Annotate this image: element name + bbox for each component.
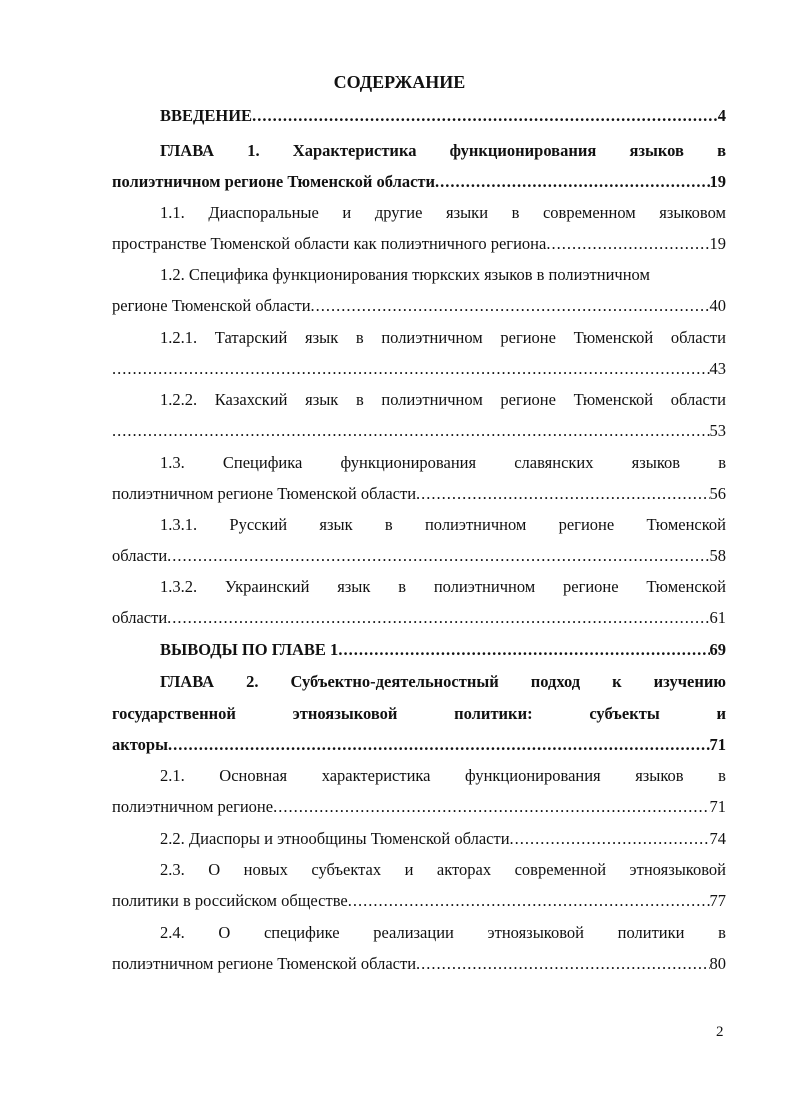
toc-page-number: 19	[709, 172, 726, 191]
word: О	[218, 923, 231, 942]
word: области	[670, 390, 726, 409]
toc-entry-1-3-cont[interactable]	[112, 483, 726, 505]
word: регионе	[500, 390, 556, 409]
word: другие	[374, 203, 423, 222]
word: этноязыковой	[487, 923, 584, 942]
word: ГЛАВА	[160, 672, 215, 691]
toc-page-number: 58	[709, 546, 726, 565]
word: области	[670, 328, 726, 347]
toc-entry-title: ВВЕДЕНИЕ	[160, 106, 253, 125]
toc-entry-title: области	[112, 546, 168, 565]
word: полиэтничном	[433, 577, 536, 596]
word: акторах	[436, 860, 492, 879]
toc-page-number: 53	[709, 421, 726, 440]
word: в	[398, 577, 407, 596]
word: Характеристика	[292, 141, 417, 160]
page-number: 2	[716, 1024, 724, 1040]
toc-entry-title: акторы	[112, 735, 168, 754]
word: Казахский	[214, 390, 288, 409]
toc-entry-1-3-1[interactable]	[160, 514, 726, 536]
toc-page-number: 71	[709, 735, 726, 754]
word: языки	[445, 203, 489, 222]
toc-entry-conclusions-1[interactable]	[160, 639, 726, 661]
toc-entry-1-1-cont[interactable]	[112, 233, 726, 255]
toc-entry-2-4-cont[interactable]	[112, 953, 726, 975]
toc-entry-2-3-cont[interactable]	[112, 890, 726, 912]
word: 1.1.	[160, 203, 185, 222]
word: Русский	[229, 515, 288, 534]
word: современной	[514, 860, 607, 879]
toc-entry-chapter-1-cont[interactable]	[112, 171, 726, 193]
word: в	[355, 390, 364, 409]
toc-entry-1-2[interactable]: 1.2. Специфика функционирования тюркских языков в полиэтничном	[160, 265, 650, 284]
word: изучению	[653, 672, 726, 691]
toc-entry-1-3-1-cont[interactable]	[112, 545, 726, 567]
dot-leader	[168, 734, 710, 756]
toc-entry-1-2-2-leader[interactable]	[112, 420, 726, 442]
word: 2.1.	[160, 766, 185, 785]
toc-entry-1-3-2[interactable]	[160, 576, 726, 598]
word: и	[342, 203, 352, 222]
word: Специфика	[222, 453, 303, 472]
toc-entry-1-3[interactable]	[160, 452, 726, 474]
dot-leader	[167, 607, 709, 629]
toc-page-number: 71	[709, 797, 726, 816]
dot-leader	[416, 953, 709, 975]
word: язык	[319, 515, 353, 534]
word: в	[717, 141, 726, 160]
word: Татарский	[214, 328, 288, 347]
word: новых	[243, 860, 288, 879]
toc-entry-1-2-1[interactable]	[160, 327, 726, 349]
toc-entry-intro[interactable]	[160, 105, 726, 127]
word: и	[716, 704, 726, 723]
word: Украинский	[224, 577, 310, 596]
toc-page-number: 43	[709, 359, 726, 378]
word: этноязыковой	[292, 704, 398, 723]
toc-entry-1-1[interactable]	[160, 202, 726, 224]
word: регионе	[558, 515, 615, 534]
word: регионе	[563, 577, 619, 596]
word: государственной	[112, 704, 236, 723]
word: современном	[542, 203, 636, 222]
dot-leader	[167, 545, 709, 567]
toc-entry-title: регионе Тюменской области	[112, 296, 311, 315]
word: функционирования	[449, 141, 597, 160]
word: 1.3.	[160, 453, 185, 472]
word: Тюменской	[646, 577, 726, 596]
word: Тюменской	[573, 390, 654, 409]
word: Диаспоральные	[208, 203, 319, 222]
word: реализации	[373, 923, 454, 942]
toc-entry-2-4[interactable]	[160, 922, 726, 944]
dot-leader	[311, 295, 710, 317]
word: языков	[631, 453, 681, 472]
word: языков	[635, 766, 684, 785]
toc-page-number: 56	[709, 484, 726, 503]
toc-entry-title: 2.2. Диаспоры и этнообщины Тюменской области	[160, 829, 510, 848]
toc-entry-1-2-2[interactable]	[160, 389, 726, 411]
word: полиэтничном	[381, 328, 483, 347]
dot-leader	[112, 358, 710, 380]
word: Тюменской	[646, 515, 726, 534]
word: функционирования	[340, 453, 477, 472]
toc-page-number: 19	[709, 234, 726, 253]
word: в	[355, 328, 364, 347]
toc-entry-1-2-1-leader[interactable]	[112, 358, 726, 380]
toc-entry-title: области	[112, 608, 168, 627]
word: полиэтничном	[424, 515, 527, 534]
dot-leader	[112, 420, 710, 442]
word: политики	[617, 923, 685, 942]
toc-entry-title: ВЫВОДЫ ПО ГЛАВЕ 1	[160, 640, 339, 659]
dot-leader	[416, 483, 709, 505]
word: язык	[305, 390, 339, 409]
toc-entry-title: полиэтничном регионе Тюменской области	[112, 172, 436, 191]
word: язык	[305, 328, 339, 347]
word: Субъектно-деятельностный	[290, 672, 499, 691]
toc-page-number: 74	[709, 829, 726, 848]
word: 1.	[247, 141, 260, 160]
dot-leader	[252, 105, 718, 127]
toc-page-number: 80	[709, 954, 726, 973]
toc-entry-2-1-cont[interactable]	[112, 796, 726, 818]
word: 1.2.1.	[160, 328, 198, 347]
word: 2.	[246, 672, 259, 691]
word: подход	[530, 672, 581, 691]
toc-page-number: 40	[709, 296, 726, 315]
dot-leader	[510, 828, 710, 850]
word: языков	[629, 141, 684, 160]
toc-entry-title: политики в российском обществе	[112, 891, 348, 910]
word: 1.3.1.	[160, 515, 198, 534]
word: в	[511, 203, 520, 222]
word: полиэтничном	[381, 390, 483, 409]
word: этноязыковой	[629, 860, 726, 879]
word: регионе	[500, 328, 556, 347]
dot-leader	[348, 890, 710, 912]
toc-entry-title: полиэтничном регионе Тюменской области	[112, 484, 417, 503]
word: функционирования	[465, 766, 601, 785]
word: специфике	[263, 923, 340, 942]
word: славянских	[514, 453, 594, 472]
toc-page-number: 69	[709, 640, 726, 659]
word: характеристика	[321, 766, 431, 785]
toc-entry-chapter-2[interactable]	[160, 671, 726, 693]
toc-entry-2-2[interactable]	[160, 828, 726, 850]
toc-entry-1-3-2-cont[interactable]	[112, 607, 726, 629]
toc-entry-title: полиэтничном регионе	[112, 797, 274, 816]
dot-leader	[338, 639, 709, 661]
word: Основная	[219, 766, 288, 785]
toc-entry-2-3[interactable]	[160, 859, 726, 881]
word: и	[404, 860, 414, 879]
dot-leader	[435, 171, 709, 193]
word: ГЛАВА	[160, 141, 215, 160]
word: 2.3.	[160, 860, 185, 879]
toc-entry-chapter-2-cont[interactable]	[112, 734, 726, 756]
word: в	[718, 453, 726, 472]
toc-page-number: 77	[709, 891, 726, 910]
word: субъекты	[589, 704, 660, 723]
word: политики:	[454, 704, 533, 723]
word: в	[384, 515, 393, 534]
dot-leader	[273, 796, 709, 818]
toc-entry-chapter-1[interactable]	[160, 140, 726, 162]
toc-entry-chapter-2-line-2[interactable]	[112, 703, 726, 725]
page-title: СОДЕРЖАНИЕ	[333, 72, 466, 92]
word: 1.2.2.	[160, 390, 198, 409]
toc-entry-title: полиэтничном регионе Тюменской области	[112, 954, 417, 973]
toc-page-number: 4	[717, 106, 726, 125]
dot-leader	[546, 233, 709, 255]
word: 1.3.2.	[160, 577, 198, 596]
word: О	[208, 860, 221, 879]
word: языковом	[659, 203, 726, 222]
word: в	[718, 923, 726, 942]
toc-entry-title: пространстве Тюменской области как полиэтничного региона	[112, 234, 547, 253]
word: субъектах	[311, 860, 382, 879]
word: язык	[337, 577, 371, 596]
toc-entry-1-2-cont[interactable]	[112, 295, 726, 317]
word: в	[718, 766, 726, 785]
word: к	[612, 672, 622, 691]
word: Тюменской	[573, 328, 654, 347]
toc-page-number: 61	[709, 608, 726, 627]
toc-entry-2-1[interactable]	[160, 765, 726, 787]
word: 2.4.	[160, 923, 185, 942]
